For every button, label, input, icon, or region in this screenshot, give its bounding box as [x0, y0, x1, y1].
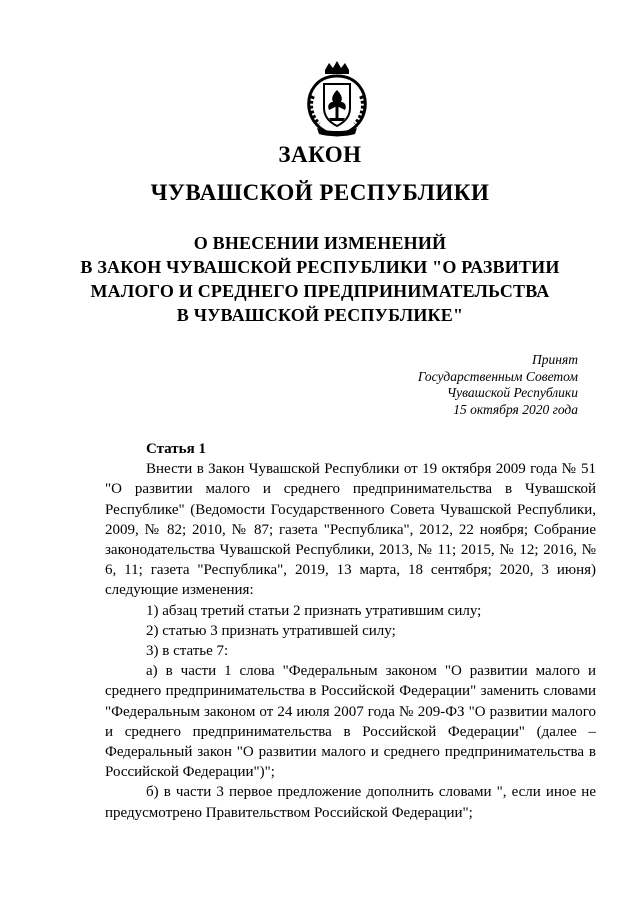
- republic-title: ЧУВАШСКОЙ РЕСПУБЛИКИ: [150, 180, 490, 205]
- body-paragraph: 3) в статье 7:: [146, 643, 229, 660]
- law-subtitle-line-3: МАЛОГО И СРЕДНЕГО ПРЕДПРИНИМАТЕЛЬСТВА: [90, 281, 550, 301]
- law-subtitle-line-1: О ВНЕСЕНИИ ИЗМЕНЕНИЙ: [193, 233, 447, 253]
- adoption-line-2: Государственным Советом: [417, 368, 578, 384]
- emblem-icon: [303, 60, 371, 138]
- body-paragraph: а) в части 1 слова "Федеральным законом "О развитии малого и среднего предпринимательства в Российской Федерации" заменить словами "Федеральным законом от 24 июля 2007 года № 209-ФЗ "О развитии малого и среднего предпринимательства в Российской Федерации" (далее – Федеральный закон "О развитии малого и среднего предпринимательства в Российской Федерации")";: [105, 663, 596, 781]
- law-subtitle-line-4: В ЧУВАШСКОЙ РЕСПУБЛИКЕ": [176, 305, 464, 325]
- law-title: ЗАКОН: [278, 142, 362, 167]
- adoption-note: [348, 352, 578, 418]
- body-paragraph: б) в части 3 первое предложение дополнить словами ", если иное не предусмотрено Правительством Российской Федерации";: [105, 784, 596, 821]
- law-subtitle-line-2: В ЗАКОН ЧУВАШСКОЙ РЕСПУБЛИКИ "О РАЗВИТИИ: [80, 257, 560, 277]
- article-heading: Статья 1: [146, 441, 206, 457]
- adoption-line-3: Чувашской Республики: [446, 385, 578, 400]
- adoption-date: 15 октября 2020 года: [453, 401, 578, 417]
- adoption-line-1: Принят: [532, 352, 578, 367]
- body-paragraph: 1) абзац третий статьи 2 признать утратившим силу;: [146, 602, 482, 619]
- body-paragraph: 2) статью 3 признать утратившей силу;: [146, 622, 396, 639]
- body-paragraph: Внести в Закон Чувашской Республики от 19 октября 2009 года № 51 "О развитии малого и среднего предпринимательства в Чувашской Республике" (Ведомости Государственного Совета Чувашской Республики, 2009, № 82; 2010, № 87; газета "Республика", 2012, 22 ноября; Собрание законодательства Чувашской Республики, 2013, № 11; 2015, № 12; 2016, № 6, 11; газета "Республика", 2019, 13 марта, 18 сентября; 2020, 3 июня) следующие изменения:: [105, 461, 596, 599]
- law-body: [105, 439, 596, 823]
